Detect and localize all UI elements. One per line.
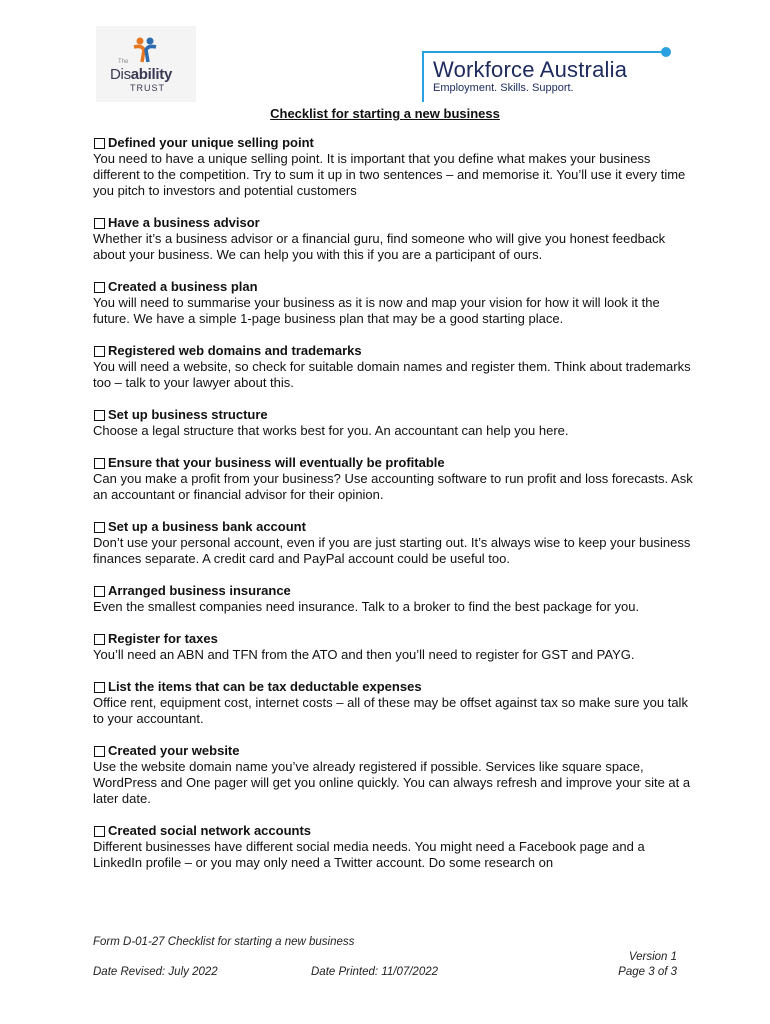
checklist-item (93, 135, 693, 199)
disability-trust-logo (96, 26, 196, 102)
checklist-item (93, 215, 693, 263)
logo-name-text: Disability (110, 66, 173, 83)
item-text: You will need a website, so check for suitable domain names and register them. Think about trademarks too – talk to your lawyer about this. (93, 359, 691, 390)
checklist-item (93, 455, 693, 503)
item-heading: Ensure that your business will eventually be profitable (108, 455, 445, 470)
checklist-item (93, 279, 693, 327)
workforce-australia-subtitle: Employment. Skills. Support. (433, 82, 574, 94)
checkbox[interactable] (94, 218, 105, 229)
workforce-australia-title: Workforce Australia (433, 57, 628, 82)
item-text: Whether it’s a business advisor or a financial guru, find someone who will give you honest feedback about your business. We can help you with this if you are a participant of ours. (93, 231, 666, 262)
checklist-item (93, 823, 693, 871)
item-text: Office rent, equipment cost, internet costs – all of these may be offset against tax so make sure you talk to your accountant. (93, 695, 688, 726)
logo-trust-text: TRUST (130, 83, 165, 93)
logo-the-text: The (118, 59, 129, 65)
item-heading: Arranged business insurance (108, 583, 291, 598)
checklist-item (93, 743, 693, 807)
disability-trust-mark-icon (130, 36, 160, 66)
item-heading: Created a business plan (108, 279, 258, 294)
checkbox[interactable] (94, 682, 105, 693)
workforce-australia-logo (410, 44, 672, 104)
checkbox[interactable] (94, 522, 105, 533)
checkbox[interactable] (94, 138, 105, 149)
checklist-item (93, 583, 693, 615)
checkbox[interactable] (94, 458, 105, 469)
item-heading: Registered web domains and trademarks (108, 343, 362, 358)
checkbox[interactable] (94, 746, 105, 757)
item-heading: Defined your unique selling point (108, 135, 314, 150)
checkbox[interactable] (94, 410, 105, 421)
footer-page-number: Page 3 of 3 (618, 966, 677, 978)
item-text: Use the website domain name you’ve already registered if possible. Services like square space, WordPress and One pager will get you online quickly. You can always refresh and improve your site at a later date. (93, 759, 691, 806)
item-heading: List the items that can be tax deductable expenses (108, 679, 422, 694)
item-text: Different businesses have different social media needs. You might need a Facebook page and a LinkedIn profile – or you may only need a Twitter account. Do some research on (93, 839, 645, 870)
item-heading: Created your website (108, 743, 240, 758)
checkbox[interactable] (94, 826, 105, 837)
item-heading: Have a business advisor (108, 215, 260, 230)
checklist-item (93, 679, 693, 727)
document-title: Checklist for starting a new business (270, 106, 500, 121)
item-heading: Register for taxes (108, 631, 218, 646)
item-text: Choose a legal structure that works best for you. An accountant can help you here. (93, 423, 569, 438)
item-heading: Set up business structure (108, 407, 268, 422)
checkbox[interactable] (94, 282, 105, 293)
item-text: You need to have a unique selling point. It is important that you define what makes your business different to the competition. Try to sum it up in two sentences – and memorise it. You’ll use it every time you pitch to investors and potential customers (93, 151, 686, 198)
checklist-item (93, 519, 693, 567)
checklist (93, 135, 693, 887)
item-heading: Created social network accounts (108, 823, 312, 838)
footer-date-revised: Date Revised: July 2022 (93, 966, 218, 978)
checklist-item (93, 343, 693, 391)
item-text: Even the smallest companies need insurance. Talk to a broker to find the best package for you. (93, 599, 640, 614)
checkbox[interactable] (94, 346, 105, 357)
checkbox[interactable] (94, 634, 105, 645)
footer-date-printed: Date Printed: 11/07/2022 (311, 966, 439, 978)
item-heading: Set up a business bank account (108, 519, 306, 534)
item-text: Don’t use your personal account, even if you are just starting out. It’s always wise to keep your business finances separate. A credit card and PayPal account could be useful too. (93, 535, 691, 566)
item-text: Can you make a profit from your business? Use accounting software to run profit and loss forecasts. Ask an accountant or financial advisor for their opinion. (93, 471, 693, 502)
footer-form-name: Form D-01-27 Checklist for starting a new business (93, 936, 355, 948)
checklist-item (93, 407, 693, 439)
checkbox[interactable] (94, 586, 105, 597)
footer-version: Version 1 (628, 951, 677, 963)
item-text: You will need to summarise your business as it is now and map your vision for how it will look it the future. We have a simple 1-page business plan that may be a good starting place. (93, 295, 660, 326)
item-text: You’ll need an ABN and TFN from the ATO and then you’ll need to register for GST and PAYG. (93, 647, 635, 662)
checklist-item (93, 631, 693, 663)
